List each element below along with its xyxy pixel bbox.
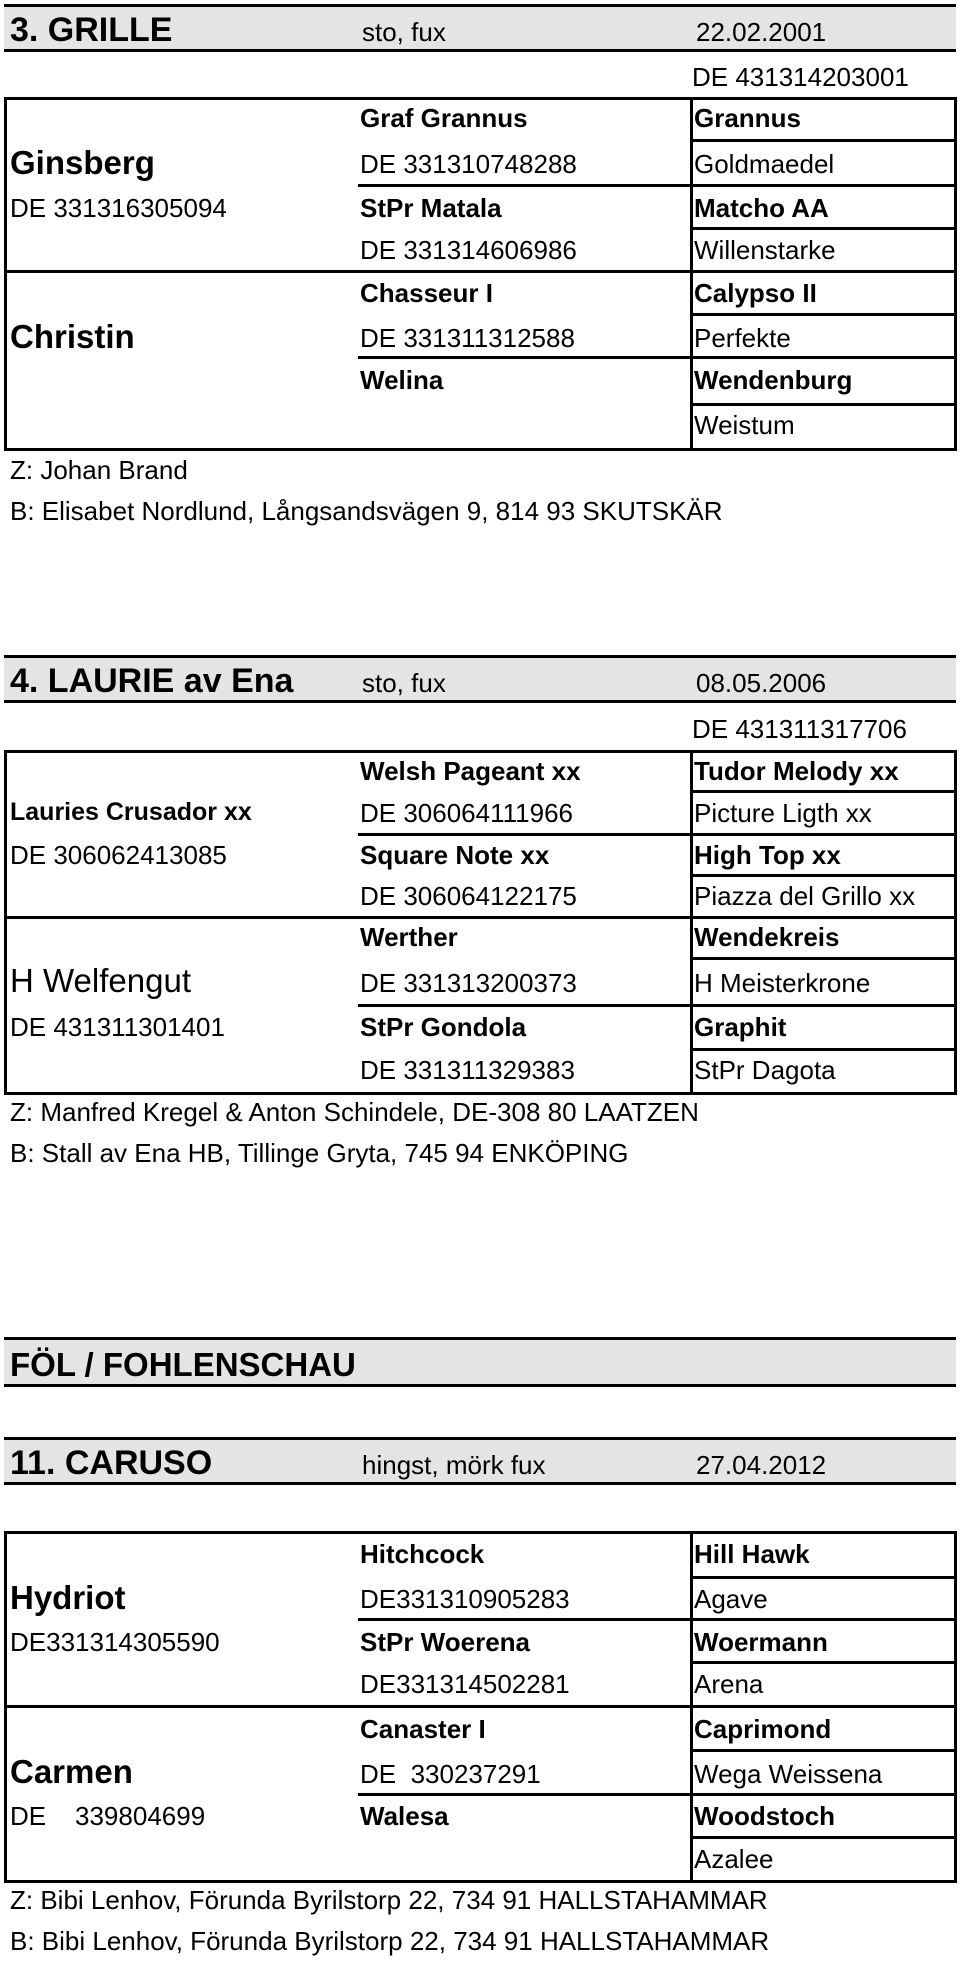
pedigree-table (4, 750, 957, 1095)
sdd-name: Arena (694, 1669, 764, 1699)
ds-reg: DE 330237291 (360, 1759, 541, 1789)
sss-name: Tudor Melody xx (694, 756, 899, 786)
dss-name: Wendekreis (694, 922, 840, 952)
sire-name: Ginsberg (10, 144, 155, 181)
sd-reg: DE 331314606986 (360, 235, 577, 265)
dds-name: Woodstoch (694, 1801, 836, 1831)
horse-birthdate: 08.05.2006 (696, 668, 827, 698)
owner-line: B: Elisabet Nordlund, Långsandsvägen 9, 814 93 SKUTSKÄR (10, 496, 723, 526)
horse-birthdate: 22.02.2001 (696, 17, 827, 47)
dam-name: Christin (10, 318, 135, 355)
sire-reg: DE 331316305094 (10, 193, 227, 223)
breeder-line: Z: Manfred Kregel & Anton Schindele, DE-308 80 LAATZEN (10, 1097, 699, 1127)
sd-name: StPr Woerena (360, 1627, 531, 1657)
sd-name: Square Note xx (360, 840, 550, 870)
sd-name: StPr Matala (360, 193, 502, 223)
horse-header (4, 4, 956, 52)
sss-name: Hill Hawk (694, 1539, 810, 1569)
ssd-name: Picture Ligth xx (694, 798, 872, 828)
section-title: FÖL / FOHLENSCHAU (10, 1346, 356, 1383)
sds-name: High Top xx (694, 840, 841, 870)
pedigree-table (4, 1531, 957, 1883)
horse-description: sto, fux (362, 17, 446, 47)
horse-title: 11. CARUSO (10, 1444, 213, 1482)
dam-reg: DE 431311301401 (10, 1012, 225, 1042)
sdd-name: Piazza del Grillo xx (694, 881, 916, 911)
ddd-name: Azalee (694, 1844, 774, 1874)
ssd-name: Agave (694, 1584, 768, 1614)
sds-name: Woermann (694, 1627, 828, 1657)
owner-line: B: Bibi Lenhov, Förunda Byrilstorp 22, 734 91 HALLSTAHAMMAR (10, 1926, 770, 1956)
ss-reg: DE 331310748288 (360, 149, 577, 179)
ds-name: Chasseur I (360, 278, 493, 308)
sdd-name: Willenstarke (694, 235, 836, 265)
horse-registration: DE 431314203001 (692, 62, 909, 92)
sire-name: Lauries Crusador xx (10, 798, 252, 826)
ddd-name: StPr Dagota (694, 1055, 836, 1085)
ds-name: Canaster I (360, 1714, 486, 1744)
sds-name: Matcho AA (694, 193, 829, 223)
dam-name: Carmen (10, 1753, 133, 1790)
dsd-name: H Meisterkrone (694, 968, 871, 998)
sd-reg: DE331314502281 (360, 1669, 570, 1699)
sss-name: Grannus (694, 103, 801, 133)
pedigree-table (4, 97, 957, 451)
dd-name: StPr Gondola (360, 1012, 527, 1042)
horse-title: 3. GRILLE (10, 11, 173, 49)
ds-reg: DE 331311312588 (360, 323, 575, 353)
dss-name: Caprimond (694, 1714, 832, 1744)
owner-line: B: Stall av Ena HB, Tillinge Gryta, 745 94 ENKÖPING (10, 1138, 629, 1168)
sd-reg: DE 306064122175 (360, 881, 577, 911)
breeder-line: Z: Johan Brand (10, 455, 188, 485)
ddd-name: Weistum (694, 410, 795, 440)
dd-name: Welina (360, 365, 444, 395)
horse-header (4, 655, 956, 703)
dsd-name: Wega Weissena (694, 1759, 883, 1789)
dam-name: H Welfengut (10, 962, 191, 999)
ss-name: Welsh Pageant xx (360, 756, 581, 786)
ss-name: Graf Grannus (360, 103, 528, 133)
sire-reg: DE 306062413085 (10, 840, 227, 870)
ss-reg: DE 306064111966 (360, 798, 574, 828)
horse-header (4, 1437, 956, 1485)
horse-registration: DE 431311317706 (692, 714, 907, 744)
horse-description: sto, fux (362, 668, 446, 698)
ds-name: Werther (360, 922, 458, 952)
dds-name: Graphit (694, 1012, 787, 1042)
dsd-name: Perfekte (694, 323, 791, 353)
breeder-line: Z: Bibi Lenhov, Förunda Byrilstorp 22, 734 91 HALLSTAHAMMAR (10, 1885, 768, 1915)
ss-name: Hitchcock (360, 1539, 485, 1569)
section-header (4, 1337, 956, 1387)
ssd-name: Goldmaedel (694, 149, 835, 179)
dss-name: Calypso II (694, 278, 817, 308)
dds-name: Wendenburg (694, 365, 853, 395)
ss-reg: DE331310905283 (360, 1584, 570, 1614)
sire-name: Hydriot (10, 1579, 126, 1616)
dam-reg: DE 339804699 (10, 1801, 206, 1831)
dd-name: Walesa (360, 1801, 449, 1831)
dd-reg: DE 331311329383 (360, 1055, 575, 1085)
horse-title: 4. LAURIE av Ena (10, 662, 294, 700)
sire-reg: DE331314305590 (10, 1627, 220, 1657)
ds-reg: DE 331313200373 (360, 968, 577, 998)
horse-birthdate: 27.04.2012 (696, 1450, 827, 1480)
horse-description: hingst, mörk fux (362, 1450, 546, 1480)
